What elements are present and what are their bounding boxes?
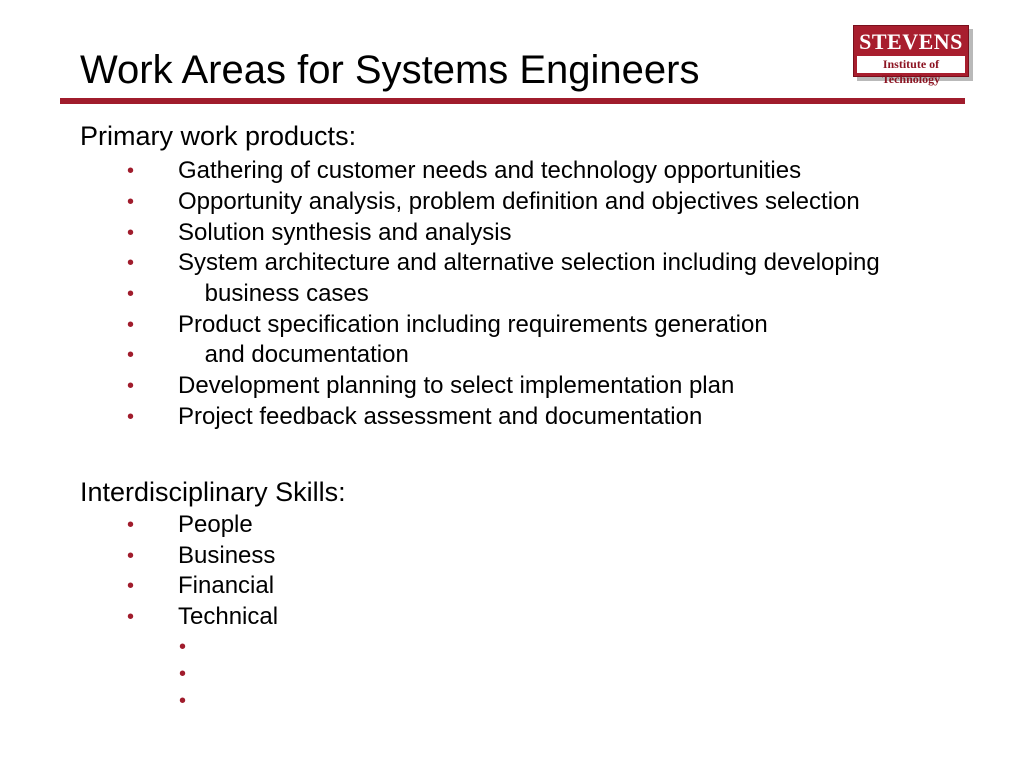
slide-title: Work Areas for Systems Engineers [80,48,700,92]
empty-subbullet: • [179,690,187,712]
bullet-marker: • [127,606,135,628]
list-item: Financial [178,572,275,599]
logo-wordmark: STEVENS [859,29,963,54]
bullet-marker: • [127,406,135,428]
list-item: Technical [178,603,279,630]
bullet-marker: • [127,514,135,536]
bullet-marker: • [127,160,135,182]
bullet-marker: • [127,545,135,567]
list-item: System architecture and alternative selection including developing [178,249,880,276]
bullet-marker: • [127,222,135,244]
logo-plate [853,25,969,86]
list-item: Business [178,542,276,569]
list-item: Development planning to select implementation plan [178,372,735,399]
list-item-continuation: and documentation [178,341,409,368]
list-item: Opportunity analysis, problem definition and objectives selection [178,188,860,215]
list-item: Gathering of customer needs and technology opportunities [178,157,802,184]
bullet-marker: • [127,191,135,213]
list-item: People [178,511,253,538]
title-underline [60,98,965,104]
empty-subbullet: • [179,663,187,685]
bullet-marker: • [127,314,135,336]
list-item-continuation: business cases [178,280,369,307]
list-item: Project feedback assessment and documentation [178,403,703,430]
section-heading-skills: Interdisciplinary Skills: [80,477,346,507]
list-item: Solution synthesis and analysis [178,219,512,246]
stevens-logo [853,25,971,86]
empty-subbullet: • [179,636,187,658]
logo-subtitle: Institute of Technology [881,57,941,86]
logo-subtitle-strip [857,56,965,86]
bullet-marker: • [127,575,135,597]
bullet-marker: • [127,252,135,274]
list-item: Product specification including requirements generation [178,311,768,338]
bullet-marker: • [127,283,135,305]
bullet-marker: • [127,375,135,397]
bullet-marker: • [127,344,135,366]
section-heading-primary: Primary work products: [80,121,357,151]
